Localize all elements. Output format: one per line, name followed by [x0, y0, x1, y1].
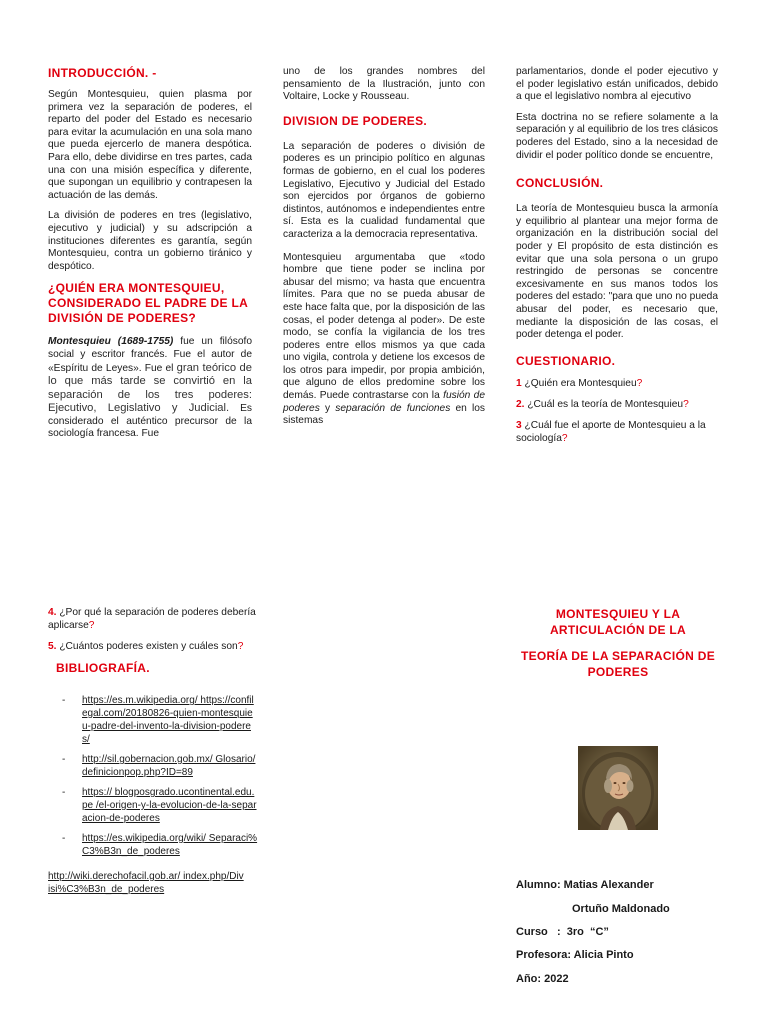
year-label: Año: 2022 [516, 973, 569, 985]
who-text-1: fue un filósofo social y escritor francés. Fue el autor de «Espíritu de Leyes». Fue el [48, 336, 252, 374]
division-and: y [319, 402, 336, 414]
cover-panel [500, 606, 736, 680]
parliamentary-paragraph: parlamentarios, donde el poder ejecutivo y el poder legislativo están unificados, debido a que el legislativo nombra al ejecutivo [516, 66, 718, 103]
who-heading: ¿QUIÉN ERA MONTESQUIEU, CONSIDERADO EL PADRE DE LA DIVISIÓN DE PODERES? [48, 281, 248, 326]
reference-link[interactable]: http://sil.gobernacion.gob.mx/ Glosario/definicionpop.php?ID=89 [82, 754, 256, 778]
question-4-text: ¿Por qué la separación de poderes debería aplicarse [48, 607, 256, 631]
question-2 [516, 398, 718, 411]
who-text-2: gran teórico de lo que más tarde se convirtió en la separación de los tres poderes: Ejecutivo, Legislativo y Judicial. [48, 361, 252, 415]
teacher-label: Profesora: Alicia Pinto [516, 949, 634, 961]
question-3-number: 3 [516, 419, 525, 431]
question-5-number: 5. [48, 641, 60, 652]
montesquieu-portrait [578, 746, 658, 830]
division-text-a: Montesquieu argumentaba que «todo hombre que tiene poder se inclina por abusar del mismo; va hasta que encuentra límites. Para que no se pueda abusar de este hace falta que, por la disposición de las cosas, el poder detenga al poder». De este modo, se confía la vigilancia de los tres poderes entre ellos mismos ya que cada uno vigila, controla y detiene los excesos de los otros para impedir, por propia ambición, que alguno de ellos predomine sobre los demás. Puede contrastarse con la [283, 251, 485, 402]
column-division [283, 66, 485, 436]
question-4-mark: ? [88, 620, 95, 631]
who-paragraph [48, 336, 252, 441]
reference-link[interactable]: https://es.m.wikipedia.org/ https://confilegal.com/20180826-quien-montesquieu-padre-del-invento-la-division-poderes/ [82, 695, 254, 745]
question-1-mark: ? [636, 377, 643, 389]
division-em-1: fusión de poderes [283, 390, 485, 414]
question-1 [516, 377, 718, 390]
question-4 [48, 606, 258, 632]
reference-link[interactable]: https://es.wikipedia.org/wiki/ Separaci%C3%B3n_de_poderes [82, 833, 258, 857]
question-2-number: 2. [516, 398, 528, 410]
who-text-3: Es considerado el auténtico precursor de la sociología francesa. Fue [48, 403, 252, 440]
student-name-line-2: Ortuño Maldonado [572, 903, 670, 915]
question-2-text: ¿Cuál es la teoría de Montesquieu [527, 398, 684, 410]
intro-paragraph-1: Según Montesquieu, quien plasma por primera vez la separación de poderes, el reparto del poder del Estado es necesario para evitar la acumulación en una sola mano que pueda ejercerlo de manera despótica. Para ello, debe dividirse en tres partes, cada una con una misión específica y diferente, que supongan un equilibrio y contrapesen la actuación de las demás. [48, 89, 252, 201]
intro-heading: INTRODUCCIÓN. - [48, 66, 157, 80]
question-5 [48, 640, 258, 653]
who-years: (1689-1755) [117, 336, 174, 348]
column-introduction [48, 66, 252, 449]
bibliography-heading: BIBLIOGRAFÍA. [56, 661, 150, 675]
extra-reference-link[interactable]: http://wiki.derechofacil.gob.ar/ index.php/Divisi%C3%B3n_de_poderes [48, 871, 244, 895]
column-bibliography [48, 606, 258, 896]
question-1-number: 1 [516, 377, 525, 389]
column-conclusion [516, 66, 718, 453]
intro-paragraph-2: La división de poderes en tres (legislativo, ejecutivo y judicial) y su adscripción a instituciones diferentes es garantía, según Montesquieu, contra un gobierno tiránico y despótico. [48, 210, 252, 272]
cover-title-line-4: PODERES [587, 665, 649, 679]
conclusion-heading: CONCLUSIÓN. [516, 176, 604, 191]
reference-list [48, 694, 258, 858]
course-label: Curso : 3ro “C” [516, 926, 609, 938]
division-paragraph-1: La separación de poderes o división de poderes es un principio político en algunas formas de gobierno, en el cual los poderes Legislativo, Ejecutivo y Judicial del Estado son ejercidos por órganos de gobierno distintos, autónomos e independientes entre sí. Esta es la cualidad fundamental que caracteriza a la democracia representativa. [283, 140, 485, 240]
question-3-text: ¿Cuál fue el aporte de Montesquieu a la sociología [516, 419, 706, 444]
question-5-mark: ? [237, 641, 244, 652]
portrait-image [578, 746, 658, 830]
division-em-2: separación de funciones [335, 402, 451, 414]
question-3-mark: ? [561, 432, 568, 444]
quiz-heading: CUESTIONARIO. [516, 353, 616, 368]
question-5-text: ¿Cuántos poderes existen y cuáles son [59, 641, 238, 652]
student-name-label: Alumno: Matias Alexander [516, 879, 654, 891]
division-text-b: en los sistemas [283, 402, 485, 427]
reference-item [48, 753, 258, 779]
question-4-number: 4. [48, 607, 60, 618]
division-paragraph-2 [283, 252, 485, 428]
reference-item [48, 786, 258, 825]
reference-item [48, 832, 258, 858]
reference-item [48, 694, 258, 746]
doctrine-paragraph: Esta doctrina no se refiere solamente a la separación y al equilibrio de los tres clásicos poderes del Estado, sino a la necesidad de dividir el poder político donde se encuentre, [516, 111, 718, 161]
conclusion-paragraph: La teoría de Montesquieu busca la armonía y equilibrio al plantear una mejor forma de organización en la distribución social del poder y El propósito de esta distinción es evitar que una sola persona o un grupo restringido de personas se concentre excesivamente en sus manos todos los poderes del estado: "para que uno no pueda abusar del poder, es necesario que, mediante la disposición de las cosas, el poder detenga el poder. [516, 203, 718, 341]
cover-title-line-3: TEORÍA DE LA SEPARACIÓN DE [520, 649, 716, 663]
who-name: Montesquieu [48, 336, 111, 348]
cover-title-line-1: MONTESQUIEU Y LA [555, 607, 681, 621]
continuation-paragraph: uno de los grandes nombres del pensamiento de la Ilustración, junto con Voltaire, Locke y Rousseau. [283, 66, 485, 103]
reference-link[interactable]: https:// blogposgrado.ucontinental.edu.pe /el-origen-y-la-evolucion-de-la-separacion-de-poderes [82, 787, 257, 824]
cover-title-line-2: ARTICULACIÓN DE LA [549, 623, 687, 637]
question-3 [516, 419, 718, 445]
question-2-mark: ? [683, 398, 689, 410]
extra-reference [48, 870, 244, 896]
division-heading: DIVISION DE PODERES. [283, 113, 428, 128]
question-1-text: ¿Quién era Montesquieu [524, 377, 637, 389]
